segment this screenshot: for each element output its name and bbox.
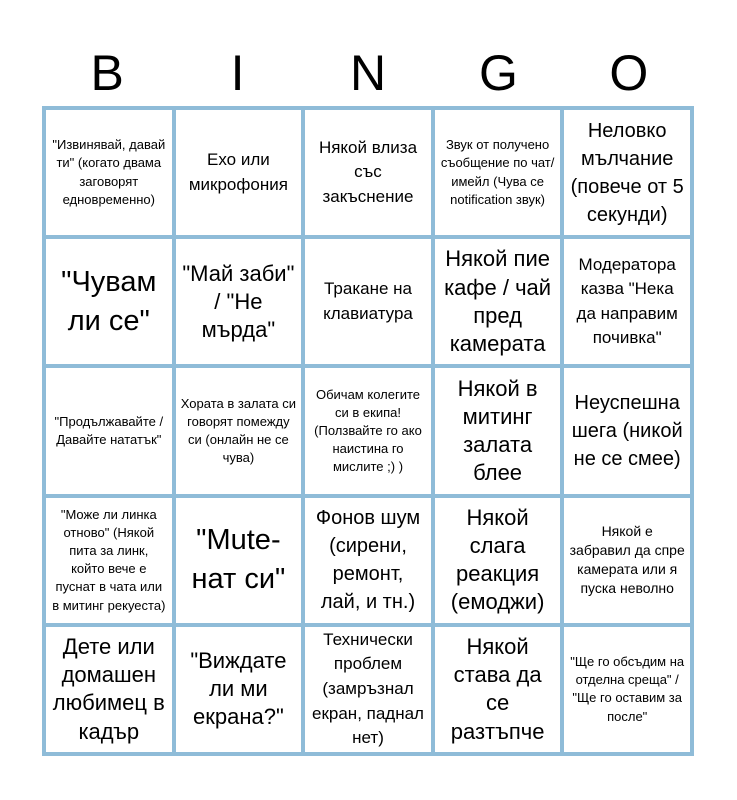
header-letter-b: B — [90, 45, 124, 101]
bingo-cell[interactable]: "Виждате ли ми екрана?" — [174, 625, 304, 754]
bingo-cell[interactable]: "Mute-нат си" — [174, 496, 304, 625]
bingo-cell[interactable]: Модератора казва "Нека да направим почивка" — [562, 237, 692, 366]
bingo-cell[interactable]: "Ще го обсъдим на отделна среща" / "Ще го оставим за после" — [562, 625, 692, 754]
bingo-cell[interactable]: Фонов шум (сирени, ремонт, лай, и тн.) — [303, 496, 433, 625]
bingo-cell[interactable]: Някой е забравил да спре камерата или я пуска неволно — [562, 496, 692, 625]
header-letter-i: I — [230, 45, 245, 101]
bingo-header — [42, 40, 694, 106]
bingo-cell[interactable]: Някой в митинг залата блее — [433, 366, 563, 495]
bingo-cell[interactable]: Неуспешна шега (никой не се смее) — [562, 366, 692, 495]
bingo-cell[interactable]: Дете или домашен любимец в кадър — [44, 625, 174, 754]
bingo-cell[interactable]: "Може ли линка отново" (Някой пита за линк, който вече е пуснат в чата или в митинг рекуеста) — [44, 496, 174, 625]
header-letter-n: N — [349, 45, 387, 101]
bingo-cell[interactable]: Звук от получено съобщение по чат/имейл (Чува се notification звук) — [433, 108, 563, 237]
bingo-cell[interactable]: Технически проблем (замръзнал екран, паднал нет) — [303, 625, 433, 754]
header-letter-o: O — [609, 45, 649, 101]
bingo-cell[interactable]: "Май заби" / "Не мърда" — [174, 237, 304, 366]
bingo-cell[interactable]: Хората в залата си говорят помежду си (онлайн не се чува) — [174, 366, 304, 495]
bingo-board — [42, 106, 694, 756]
bingo-cell[interactable]: Тракане на клавиатура — [303, 237, 433, 366]
bingo-cell[interactable]: Някой става да се разтъпче — [433, 625, 563, 754]
bingo-cell[interactable]: Някой влиза със закъснение — [303, 108, 433, 237]
header-letter-g: G — [478, 45, 518, 101]
bingo-cell[interactable]: "Извинявай, давай ти" (когато двама заговорят едновременно) — [44, 108, 174, 237]
bingo-cell[interactable]: Някой пие кафе / чай пред камерата — [433, 237, 563, 366]
bingo-cell[interactable]: Някой слага реакция (емоджи) — [433, 496, 563, 625]
bingo-cell[interactable]: Неловко мълчание (повече от 5 секунди) — [562, 108, 692, 237]
bingo-cell[interactable]: "Чувам ли се" — [44, 237, 174, 366]
bingo-cell[interactable]: Обичам колегите си в екипа! (Ползвайте го ако наистина го мислите ;) ) — [303, 366, 433, 495]
bingo-cell[interactable]: Ехо или микрофония — [174, 108, 304, 237]
bingo-cell[interactable]: "Продължавайте / Давайте нататък" — [44, 366, 174, 495]
